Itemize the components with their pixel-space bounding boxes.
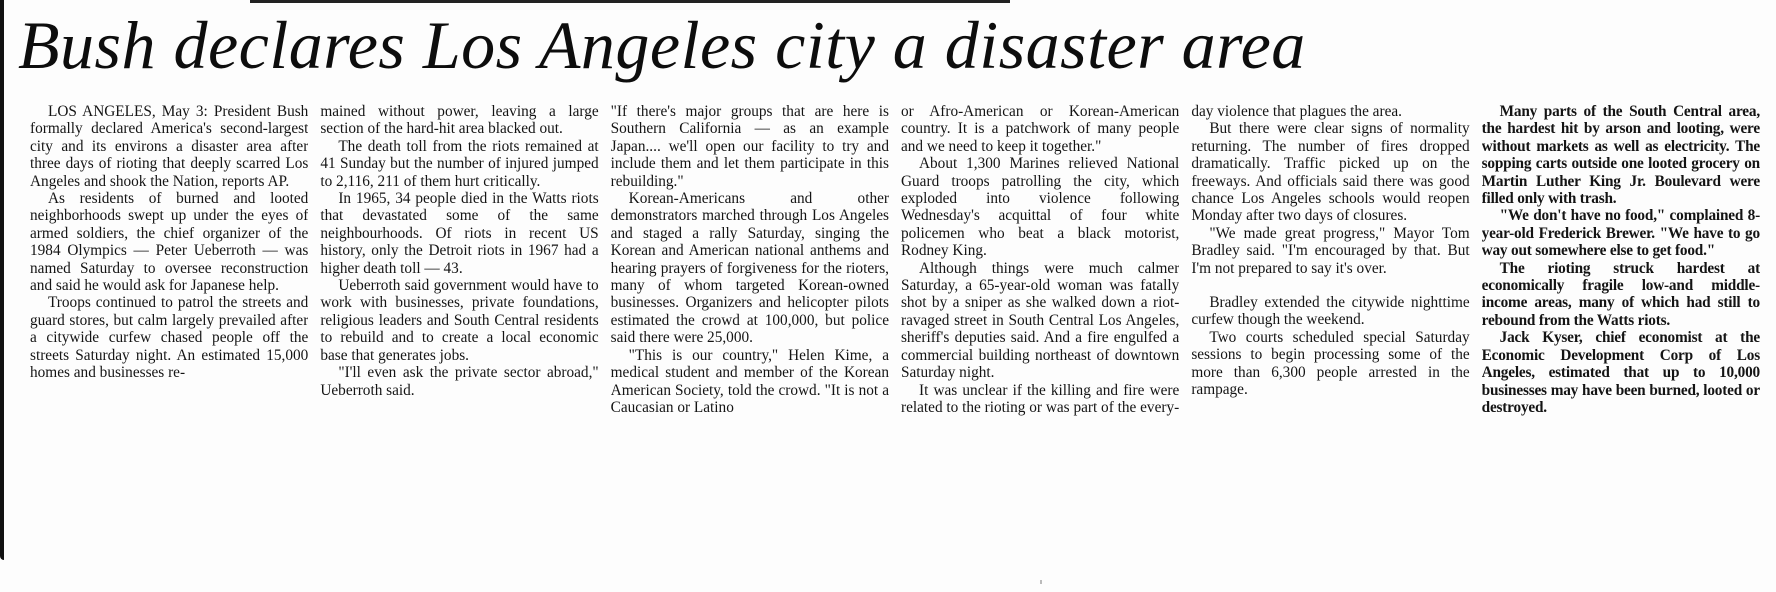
paragraph: "This is our country," Helen Kime, a medical student and member of the Korean American Society, told the crowd. "It is not a Caucasian or Latino <box>610 346 889 416</box>
paragraph: day violence that plagues the area. <box>1191 103 1402 120</box>
paragraph: Troops continued to patrol the streets and guard stores, but calm largely prevailed after a citywide curfew chased people off the streets Saturday night. An estimated 15,000 homes and businesses re- <box>30 294 309 382</box>
column-1 <box>30 103 308 558</box>
paragraph: Many parts of the South Central area, the hardest hit by arson and looting, were without markets as well as electricity. The sopping carts outside one looted grocery on Martin Luther King Jr. Boulevard were filled only with trash. <box>1481 103 1760 208</box>
top-rule <box>250 0 1010 3</box>
column-3 <box>611 103 889 558</box>
paragraph: Jack Kyser, chief economist at the Economic Development Corp of Los Angeles, estimated that up to 10,000 businesses may have been burned, looted or destroyed. <box>1481 329 1760 416</box>
paragraph: Ueberroth said government would have to work with businesses, private foundations, religious leaders and South Central residents to rebuild and to create a local economic base that generates jobs. <box>320 277 599 364</box>
paragraph: "We don't have no food," complained 8-year-old Frederick Brewer. "We have to go way out somewhere else to get food." <box>1481 207 1760 260</box>
paragraph: The rioting struck hardest at economically fragile low-and middle-income areas, many of which had still to rebound from the Watts riots. <box>1481 259 1760 329</box>
paragraph: LOS ANGELES, May 3: President Bush formally declared America's second-largest city and its environs a disaster area after three days of rioting that deeply scarred Los Angeles and shook the Nation, reports AP. <box>30 103 309 190</box>
headline: Bush declares Los Angeles city a disaster area <box>18 7 1306 83</box>
column-6 <box>1482 103 1760 558</box>
paper-speck <box>1040 580 1042 584</box>
paragraph: mained without power, leaving a large section of the hard-hit area blacked out. <box>320 103 599 138</box>
paragraph: "We made great progress," Mayor Tom Bradley said. "I'm encouraged by that. But I'm not prepared to say it's over. <box>1191 224 1470 277</box>
paragraph: As residents of burned and looted neighborhoods swept up under the eyes of armed soldiers, the chief organizer of the 1984 Olympics — Peter Ueberroth — was named Saturday to oversee reconstruction and said he would ask for Japanese help. <box>30 190 309 295</box>
paragraph: In 1965, 34 people died in the Watts riots that devastated some of the same neighbourhoods. Of riots in recent US history, only the Detroit riots in 1967 had a higher death toll — 43. <box>320 190 599 277</box>
paragraph: Korean-Americans and other demonstrators marched through Los Angeles and staged a rally Saturday, singing the Korean and American national anthems and hearing prayers of forgiveness for the rioters, many of whom targeted Korean-owned businesses. Organizers and helicopter pilots estimated the crowd at 100,000, but police said there were 25,000. <box>610 190 889 347</box>
article-columns <box>30 103 1760 558</box>
left-border-rule <box>0 0 4 560</box>
paragraph: It was unclear if the killing and fire were related to the rioting or was part of the every- <box>900 381 1180 416</box>
paragraph: Bradley extended the citywide nighttime curfew though the weekend. <box>1191 294 1470 329</box>
paragraph: or Afro-American or Korean-American country. It is a patchwork of many people and we need to keep it together." <box>900 103 1180 155</box>
paragraph: "If there's major groups that are here is Southern California — as an example Japan.... we'll open our facility to try and include them and let them participate in this rebuilding." <box>610 103 889 190</box>
paragraph: "I'll even ask the private sector abroad," Ueberroth said. <box>320 364 599 399</box>
column-2 <box>320 103 598 558</box>
paragraph: But there were clear signs of normality returning. The number of fires dropped dramatically. Traffic picked up on the freeways. And officials said there was good chance Los Angeles schools would reopen Monday after two days of closures. <box>1191 120 1470 225</box>
paragraph: Two courts scheduled special Saturday sessions to begin processing some of the more than 6,300 people arrested in the rampage. <box>1191 328 1470 399</box>
paragraph: About 1,300 Marines relieved National Guard troops patrolling the city, which exploded into violence following Wednesday's acquittal of four white policemen who beat a black motorist, Rodney King. <box>900 155 1180 260</box>
paragraph: Although things were much calmer Saturday, a 65-year-old woman was fatally shot by a sniper as she walked down a riot-ravaged street in South Central Los Angeles, sheriff's deputies said. And a fire engulfed a commercial building northeast of downtown Saturday night. <box>900 259 1180 382</box>
column-4 <box>901 103 1179 558</box>
column-5 <box>1191 103 1469 558</box>
paragraph: The death toll from the riots remained at 41 Sunday but the number of injured jumped to 2,116, 211 of them hurt critically. <box>320 137 599 190</box>
